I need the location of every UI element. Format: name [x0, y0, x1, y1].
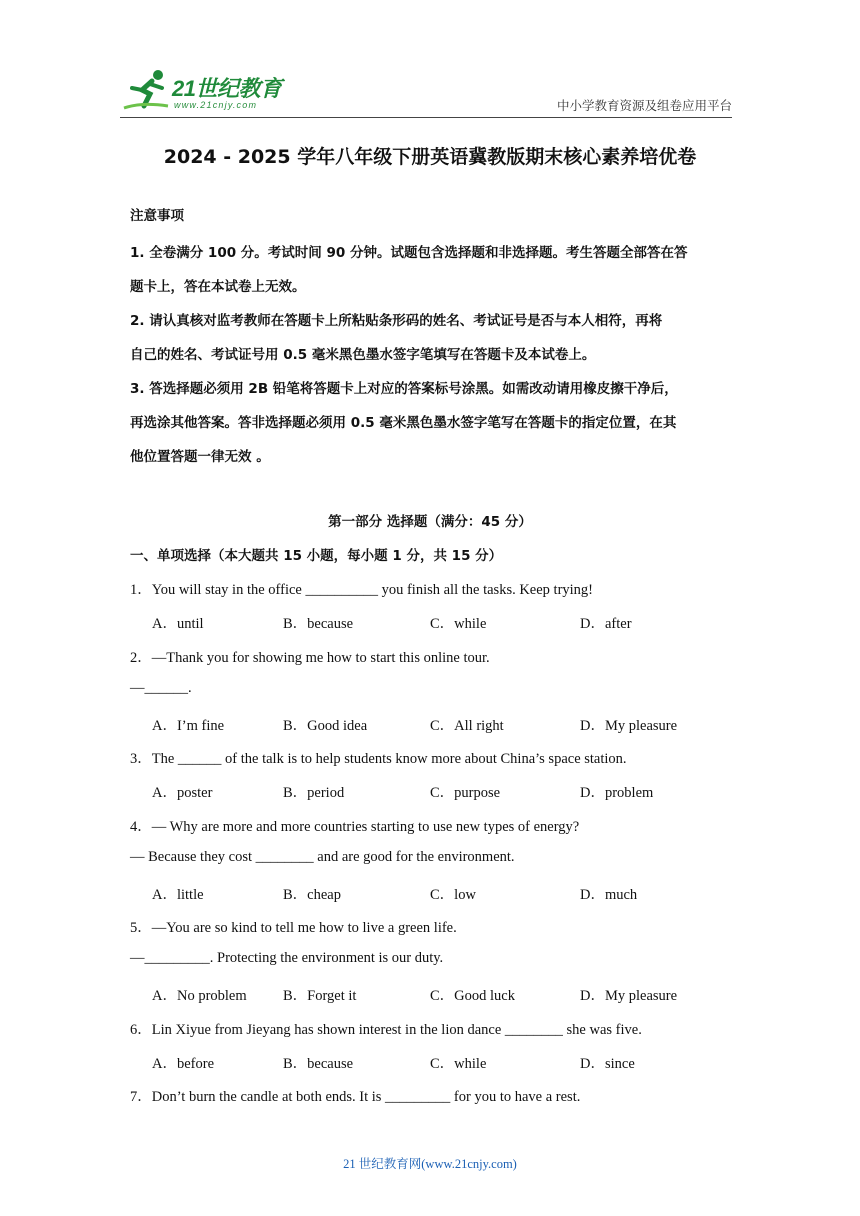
question-5-option-b[interactable]: B．Forget it — [283, 988, 357, 1004]
logo-text: 21世纪教育 — [172, 76, 282, 101]
question-6-option-a[interactable]: A．before — [152, 1056, 215, 1072]
question-3-option-c[interactable]: C．purpose — [430, 785, 501, 801]
question-3-option-b[interactable]: B．period — [283, 785, 345, 801]
notes-section — [130, 204, 734, 474]
question-4-option-a[interactable]: A．little — [152, 887, 204, 903]
question-6-stem: 6．Lin Xiyue from Jieyang has shown interest in the lion dance ________ she was five. — [130, 1022, 642, 1038]
question-2-option-d[interactable]: D．My pleasure — [580, 718, 678, 734]
question-2-option-b[interactable]: B．Good idea — [283, 718, 368, 734]
note-line: 3. 答选择题必须用 2B 铅笔将答题卡上对应的答案标号涂黑。如需改动请用橡皮擦干净后， — [130, 381, 678, 397]
question-5-option-c[interactable]: C．Good luck — [430, 988, 515, 1004]
notes-heading: 注意事项 — [130, 208, 184, 224]
question-1-option-b[interactable]: B．because — [283, 616, 354, 632]
logo-url: www.21cnjy.com — [174, 100, 258, 110]
note-line: 题卡上，答在本试卷上无效。 — [130, 279, 306, 295]
question-4-option-b[interactable]: B．cheap — [283, 887, 341, 903]
question-5-option-a[interactable]: A．No problem — [152, 988, 247, 1004]
runner-logo-icon — [122, 68, 174, 112]
question-5-stem: 5．—You are so kind to tell me how to live a green life. — [130, 920, 457, 936]
question-3-option-d[interactable]: D．problem — [580, 785, 654, 801]
page-title: 2024 - 2025 学年八年级下册英语冀教版期末核心素养培优卷 — [163, 146, 697, 168]
header-divider — [120, 117, 732, 118]
question-1-option-c[interactable]: C．while — [430, 616, 487, 632]
question-3-option-a[interactable]: A．poster — [152, 785, 213, 801]
question-6-option-b[interactable]: B．because — [283, 1056, 354, 1072]
question-6-option-c[interactable]: C．while — [430, 1056, 487, 1072]
note-line: 他位置答题一律无效 。 — [130, 449, 270, 465]
question-4-option-c[interactable]: C．low — [430, 887, 476, 903]
question-1-stem: 1．You will stay in the office __________ you finish all the tasks. Keep trying! — [130, 582, 594, 598]
question-7-stem: 7．Don’t burn the candle at both ends. It is _________ for you to have a rest. — [130, 1089, 581, 1105]
note-line: 2. 请认真核对监考教师在答题卡上所粘贴条形码的姓名、考试证号是否与本人相符，再将 — [130, 313, 663, 329]
question-1-option-d[interactable]: D．after — [580, 616, 632, 632]
platform-label: 中小学教育资源及组卷应用平台 — [556, 98, 732, 113]
note-line: 1. 全卷满分 100 分。考试时间 90 分钟。试题包含选择题和非选择题。考生答题全部答在答 — [130, 245, 688, 261]
question-5-option-d[interactable]: D．My pleasure — [580, 988, 678, 1004]
question-2-response: —______. — [130, 680, 192, 696]
footer-link[interactable]: 21 世纪教育网(www.21cnjy.com) — [343, 1157, 517, 1171]
question-1-option-a[interactable]: A．until — [152, 616, 204, 632]
question-5-response: —_________. Protecting the environment is our duty. — [130, 950, 444, 966]
note-line: 再选涂其他答案。答非选择题必须用 0.5 毫米黑色墨水签字笔写在答题卡的指定位置，在其 — [130, 415, 677, 431]
question-2-option-c[interactable]: C．All right — [430, 718, 504, 734]
section-title: 第一部分 选择题（满分：45 分） — [328, 514, 532, 530]
question-6-option-d[interactable]: D．since — [580, 1056, 635, 1072]
part-heading: 一、单项选择（本大题共 15 小题，每小题 1 分，共 15 分） — [130, 548, 503, 564]
question-4-response: — Because they cost ________ and are good for the environment. — [130, 849, 515, 865]
question-4-stem: 4．— Why are more and more countries starting to use new types of energy? — [130, 819, 580, 835]
question-2-stem: 2．—Thank you for showing me how to start this online tour. — [130, 650, 490, 666]
logo — [120, 66, 290, 116]
question-4-option-d[interactable]: D．much — [580, 887, 638, 903]
question-2-option-a[interactable]: A．I’m fine — [152, 718, 225, 734]
note-line: 自己的姓名、考试证号用 0.5 毫米黑色墨水签字笔填写在答题卡及本试卷上。 — [130, 347, 596, 363]
question-3-stem: 3．The ______ of the talk is to help students know more about China’s space station. — [130, 751, 627, 767]
page-header — [120, 66, 740, 116]
